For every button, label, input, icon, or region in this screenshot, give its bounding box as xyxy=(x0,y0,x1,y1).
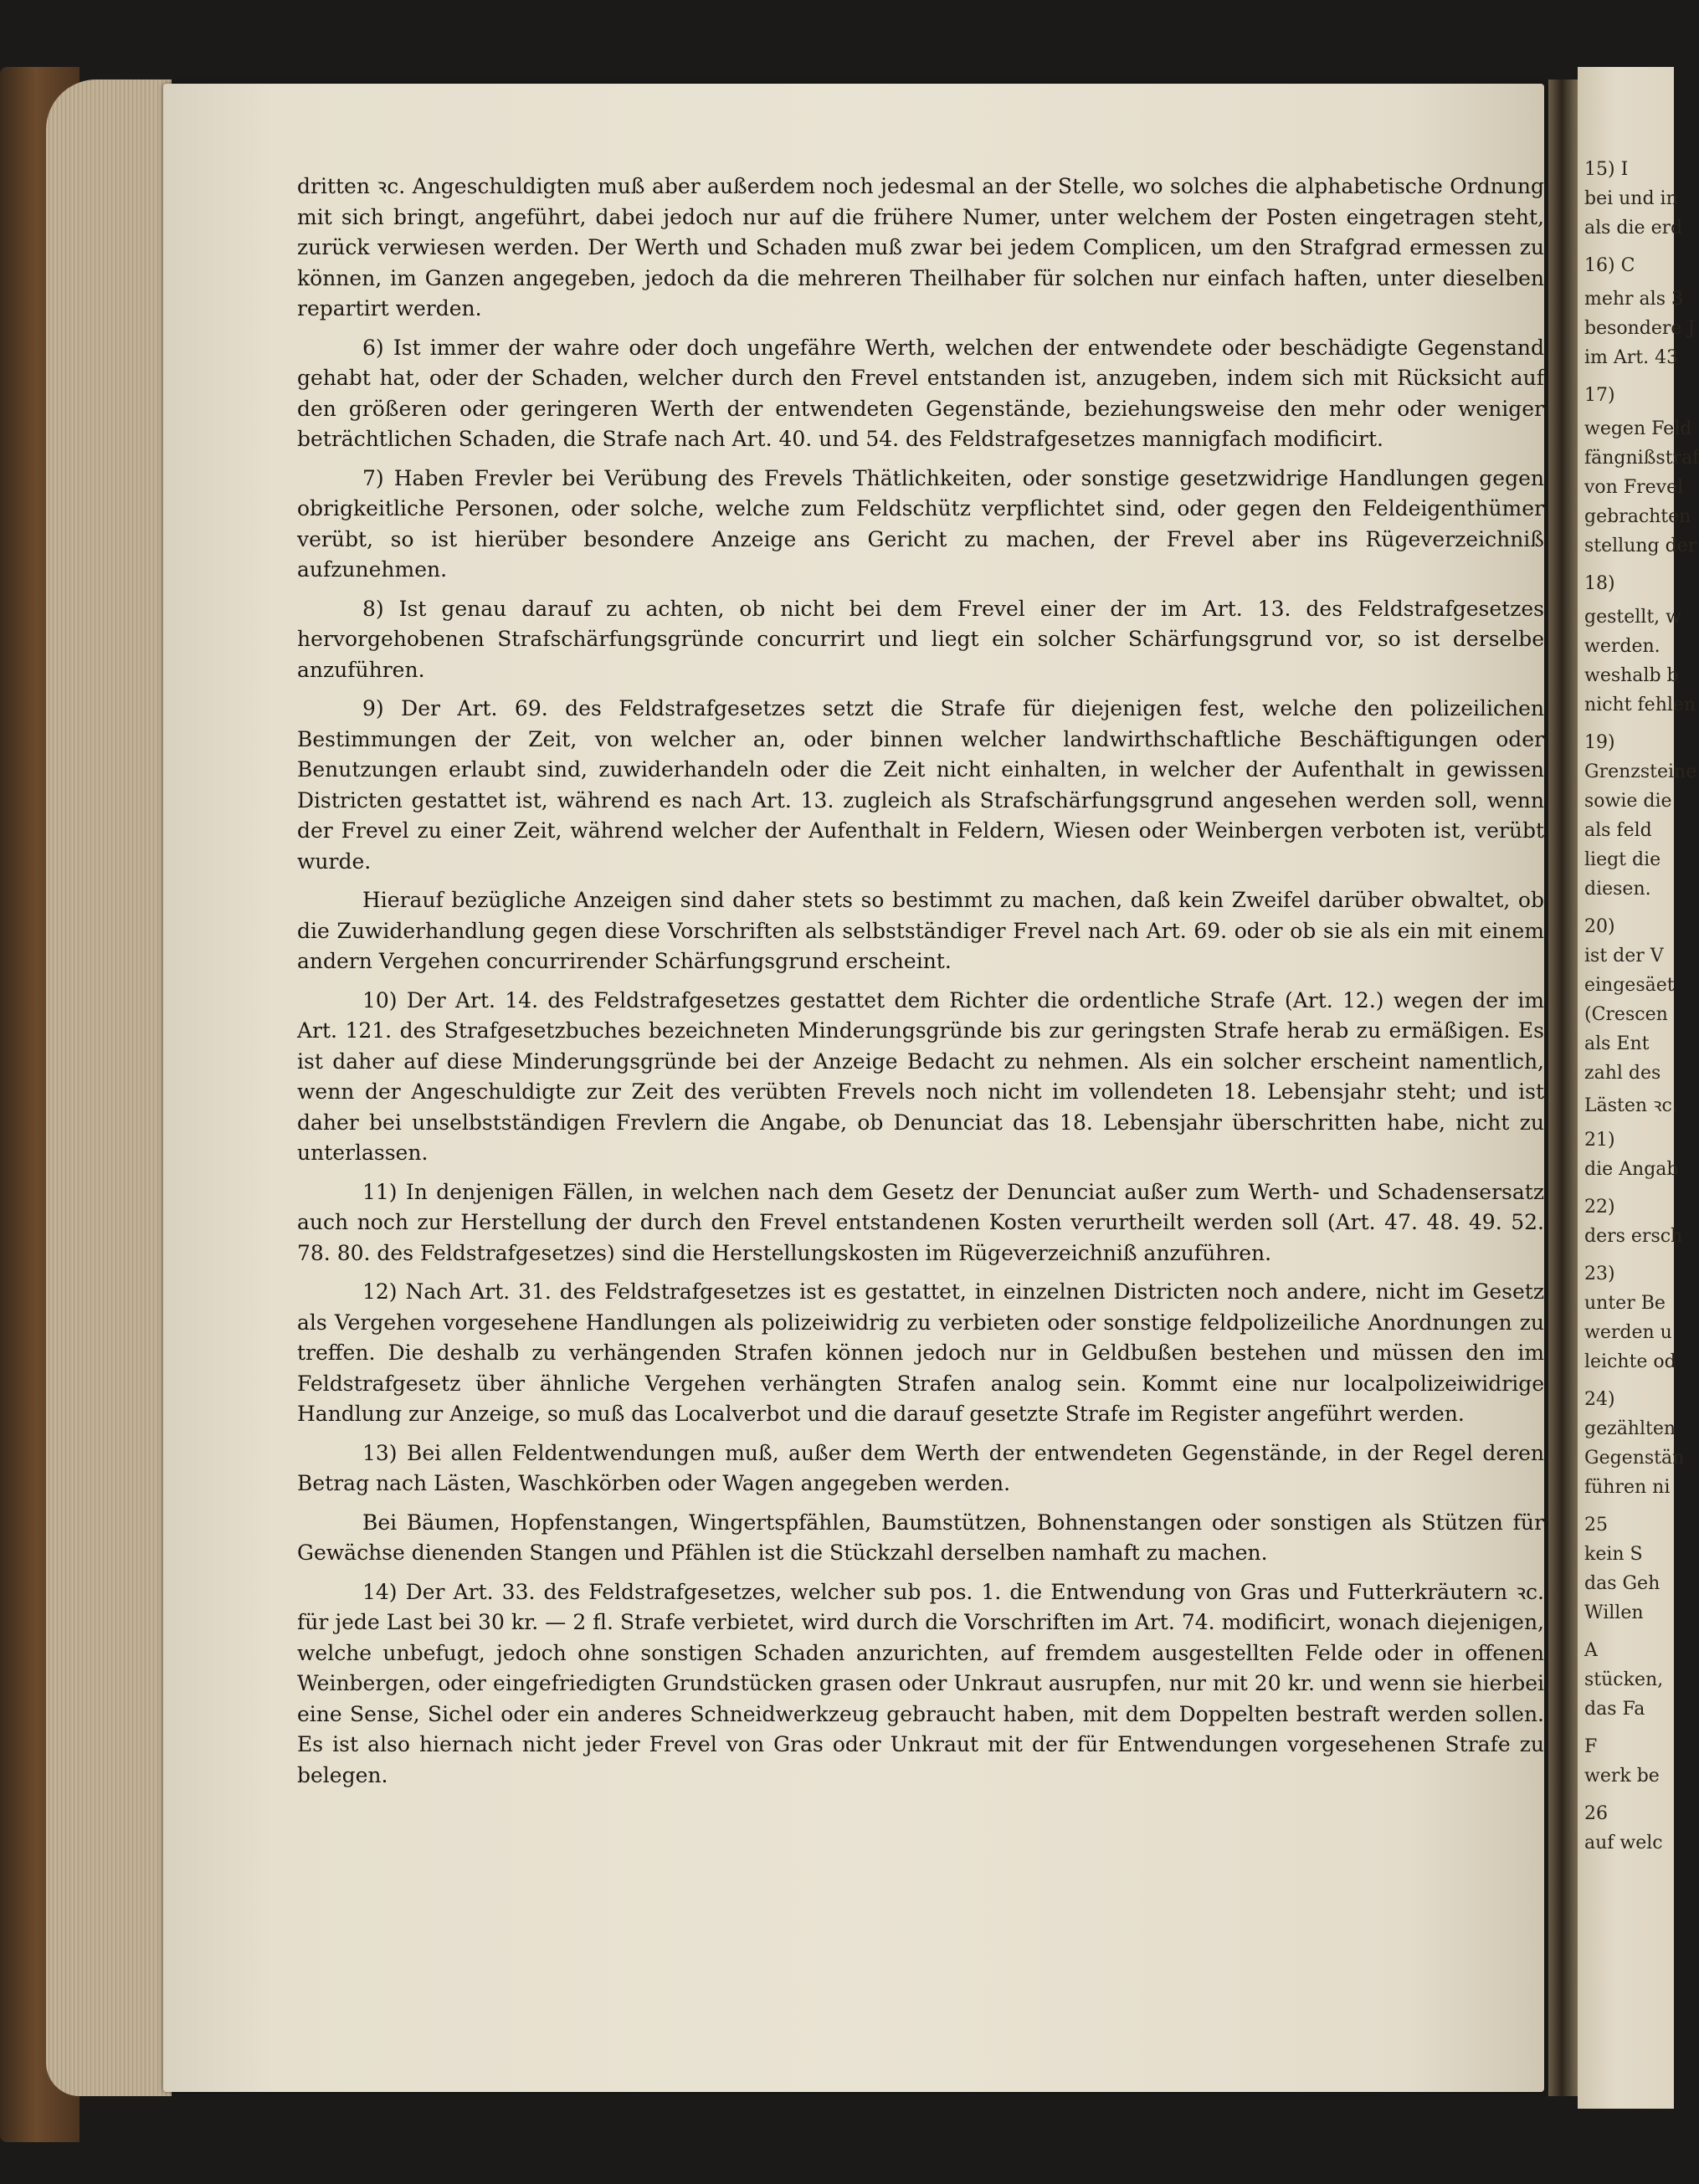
fragment-line: kein S xyxy=(1584,1544,1643,1565)
paragraph-9-note: Hierauf bezügliche Anzeigen sind daher stets so bestimmt zu machen, daß kein Zweifel darüber obwaltet, ob die Zuwiderhandlung gegen diese Vorschriften als selbstständiger Frevel nach Art. 69. oder ob sie als ein mit einem andern Vergehen concurrirender Schärfungsgrund erscheint. xyxy=(297,888,1544,973)
fragment-line: das Fa xyxy=(1584,1699,1645,1720)
fragment-line: werden. xyxy=(1584,636,1661,657)
paragraph-continuation: dritten ꝛc. Angeschuldigten muß aber außerdem noch jedesmal an der Stelle, wo solches die alphabetische Ordnung mit sich bringt, angeführt, dabei jedoch nur auf die frühere Numer, unter welchem der Posten eingetragen steht, zurück verwiesen werden. Der Werth und Schaden muß zwar bei jedem Complicen, um den Strafgrad ermessen zu können, im Ganzen angegeben, jedoch da die mehreren Theilhaber für solchen nur einfach haften, unter dieselben repartirt werden. xyxy=(297,174,1544,320)
book-gutter xyxy=(1548,79,1582,2096)
fragment-line: 16) C xyxy=(1584,255,1635,276)
paragraph-9: 9) Der Art. 69. des Feldstrafgesetzes setzt die Strafe für diejenigen fest, welche den polizeilichen Bestimmungen der Zeit, von welcher an, oder binnen welcher landwirthschaftliche Beschäftigungen oder Benutzungen erlaubt sind, zuwiderhandeln oder die Zeit nicht einhalten, in welcher der Aufenthalt in gewissen Districten gestattet ist, während es nach Art. 13. zugleich als Strafschärfungsgrund angesehen werden soll, wenn der Frevel zu einer Zeit, während welcher der Aufenthalt in Feldern, Wiesen oder Weinbergen verboten ist, verübt wurde. xyxy=(297,696,1544,874)
fragment-line: mehr als 3 xyxy=(1584,289,1683,310)
page-edges-left xyxy=(46,79,172,2096)
fragment-line: als Ent xyxy=(1584,1033,1650,1054)
paragraph-13-note: Bei Bäumen, Hopfenstangen, Wingertspfählen, Baumstützen, Bohnenstangen oder sonstigen als Stützen für Gewächse dienenden Stangen und Pfählen ist die Stückzahl derselben namhaft zu machen. xyxy=(297,1510,1544,1565)
paragraph-8: 8) Ist genau darauf zu achten, ob nicht bei dem Frevel einer der im Art. 13. des Feldstrafgesetzes hervorgehobenen Strafschärfungsgründe concurrirt und liegt ein solcher Schärfungsgrund vor, so ist derselbe anzuführen. xyxy=(297,596,1544,682)
fragment-line: Willen xyxy=(1584,1602,1644,1623)
fragment-line: unter Be xyxy=(1584,1293,1666,1314)
fragment-line: das Geh xyxy=(1584,1573,1661,1594)
fragment-line: als die erd xyxy=(1584,218,1683,238)
fragment-line: 21) xyxy=(1584,1130,1615,1151)
fragment-line: gestellt, w xyxy=(1584,607,1681,628)
fragment-line: 18) xyxy=(1584,573,1615,594)
fragment-line: liegt die xyxy=(1584,849,1661,870)
fragment-line: zahl des xyxy=(1584,1063,1661,1084)
fragment-line: diesen. xyxy=(1584,879,1651,900)
paragraph-13: 13) Bei allen Feldentwendungen muß, außer dem Werth der entwendeten Gegenstände, in der Regel deren Betrag nach Lästen, Waschkörben oder Wagen angegeben werden. xyxy=(297,1440,1544,1495)
paragraph-10: 10) Der Art. 14. des Feldstrafgesetzes gestattet dem Richter die ordentliche Strafe (Art. 12.) wegen der im Art. 121. des Strafgesetzbuches bezeichneten Minderungsgründe bis zur geringsten Strafe herab zu ermäßigen. Es ist daher auf diese Minderungsgründe bei der Anzeige Bedacht zu nehmen. Als ein solcher erscheint namentlich, wenn der Angeschuldigte zur Zeit des verübten Frevels noch nicht im vollendeten 18. Lebensjahr steht; und ist daher bei unselbstständigen Frevlern die Angabe, ob Denunciat das 18. Lebensjahr überschritten habe, nicht zu unterlassen. xyxy=(297,987,1544,1165)
paragraph-14: 14) Der Art. 33. des Feldstrafgesetzes, welcher sub pos. 1. die Entwendung von Gras und Futterkräutern ꝛc. für jede Last bei 30 kr. — 2 fl. Strafe verbietet, wird durch die Vorschriften im Art. 74. modificirt, wonach diejenigen, welche unbefugt, jedoch ohne sonstigen Schaden anzurichten, auf fremdem ausgestellten Felde oder in offenen Weinbergen, oder eingefriedigten Grundstücken grasen oder Unkraut ausrupfen, nur mit 20 kr. und wenn sie hierbei eine Sense, Sichel oder ein anderes Schneidwerkzeug gebraucht haben, mit dem Doppelten bestraft werden sollen. Es ist also hiernach nicht jeder Frevel von Gras oder Unkraut mit der für Entwendungen vorgesehenen Strafe zu belegen. xyxy=(297,1579,1544,1787)
fragment-line: ist der V xyxy=(1584,946,1664,966)
fragment-line: 22) xyxy=(1584,1197,1615,1218)
fragment-line: A xyxy=(1584,1640,1598,1661)
fragment-line: 24) xyxy=(1584,1389,1615,1410)
fragment-line: 23) xyxy=(1584,1264,1615,1284)
fragment-line: von Frevel xyxy=(1584,477,1684,498)
fragment-line: 20) xyxy=(1584,916,1615,937)
page-text xyxy=(297,172,1544,1799)
fragment-line: wegen Feld xyxy=(1584,418,1692,439)
fragment-line: stellung der xyxy=(1584,536,1697,556)
fragment-line: 19) xyxy=(1584,732,1615,753)
adjacent-page xyxy=(1578,67,1699,2109)
fragment-line: führen ni xyxy=(1584,1477,1671,1498)
fragment-line: als feld xyxy=(1584,820,1652,841)
fragment-line: 25 xyxy=(1584,1515,1608,1535)
paragraph-12: 12) Nach Art. 31. des Feldstrafgesetzes ist es gestattet, in einzelnen Districten noch andere, nicht im Gesetz als Vergehen vorgesehene Handlungen als polizeiwidrig zu verbieten oder sonstige feldpolizeiliche Anordnungen zu treffen. Die deshalb zu verhängenden Strafen können jedoch nur in Geldbußen bestehen und müssen den im Feldstrafgesetz über ähnliche Vergehen verhängten Strafen analog sein. Kommt eine nur localpolizeiwidrige Handlung zur Anzeige, so muß das Localverbot und die darauf gesetzte Strafe im Register angeführt werden. xyxy=(297,1279,1544,1426)
fragment-line: 26 xyxy=(1584,1803,1608,1824)
fragment-line: Gegenstän xyxy=(1584,1448,1685,1469)
paragraph-7: 7) Haben Frevler bei Verübung des Frevels Thätlichkeiten, oder sonstige gesetzwidrige Handlungen gegen obrigkeitliche Personen, oder solche, welche zum Feldschütz verpflichtet sind, oder gegen den Feldeigenthümer verübt, so ist hierüber besondere Anzeige ans Gericht zu machen, der Frevel aber ins Rügeverzeichniß aufzunehmen. xyxy=(297,465,1544,582)
fragment-line: gezählten xyxy=(1584,1418,1676,1439)
fragment-line: nicht fehlen xyxy=(1584,695,1696,715)
fragment-line: F xyxy=(1584,1736,1598,1757)
fragment-line: werk be xyxy=(1584,1766,1660,1787)
fragment-line: werden u xyxy=(1584,1322,1672,1343)
fragment-line: Grenzsteine xyxy=(1584,761,1697,782)
fragment-line: bei und in xyxy=(1584,188,1678,209)
fragment-line: (Crescen xyxy=(1584,1004,1668,1025)
fragment-line: weshalb b xyxy=(1584,665,1679,686)
fragment-line: 17) xyxy=(1584,385,1615,406)
fragment-line: gebrachten xyxy=(1584,506,1691,527)
paragraph-6: 6) Ist immer der wahre oder doch ungefähre Werth, welchen der entwendete oder beschädigte Gegenstand gehabt hat, oder der Schaden, welcher durch den Frevel entstanden ist, anzugeben, indem sich mit Rücksicht auf den größeren oder geringeren Werth der entwendeten Gegenstände, beziehungsweise den mehr oder weniger beträchtlichen Schaden, die Strafe nach Art. 40. und 54. des Feldstrafgesetzes mannigfach modificirt. xyxy=(297,335,1544,451)
fragment-line: 15) I xyxy=(1584,159,1629,180)
fragment-line: im Art. 43 xyxy=(1584,347,1679,368)
fragment-line: eingesäet xyxy=(1584,975,1675,996)
fragment-line: stücken, xyxy=(1584,1669,1664,1690)
fragment-line: fängnißstraf xyxy=(1584,448,1699,469)
fragment-line: besondere J xyxy=(1584,318,1696,339)
fragment-line: ders ersch xyxy=(1584,1226,1683,1247)
fragment-line: Lästen ꝛc. xyxy=(1584,1095,1678,1116)
fragment-line: die Angab xyxy=(1584,1159,1679,1180)
paragraph-11: 11) In denjenigen Fällen, in welchen nach dem Gesetz der Denunciat außer zum Werth- und Schadensersatz auch noch zur Herstellung der durch den Frevel entstandenen Kosten verurtheilt werden soll (Art. 47. 48. 49. 52. 78. 80. des Feldstrafgesetzes) sind die Herstellungskosten im Rügeverzeichniß anzuführen. xyxy=(297,1179,1544,1265)
fragment-line: leichte od xyxy=(1584,1351,1676,1372)
fragment-line: sowie die xyxy=(1584,791,1672,812)
fragment-line: auf welc xyxy=(1584,1833,1663,1853)
